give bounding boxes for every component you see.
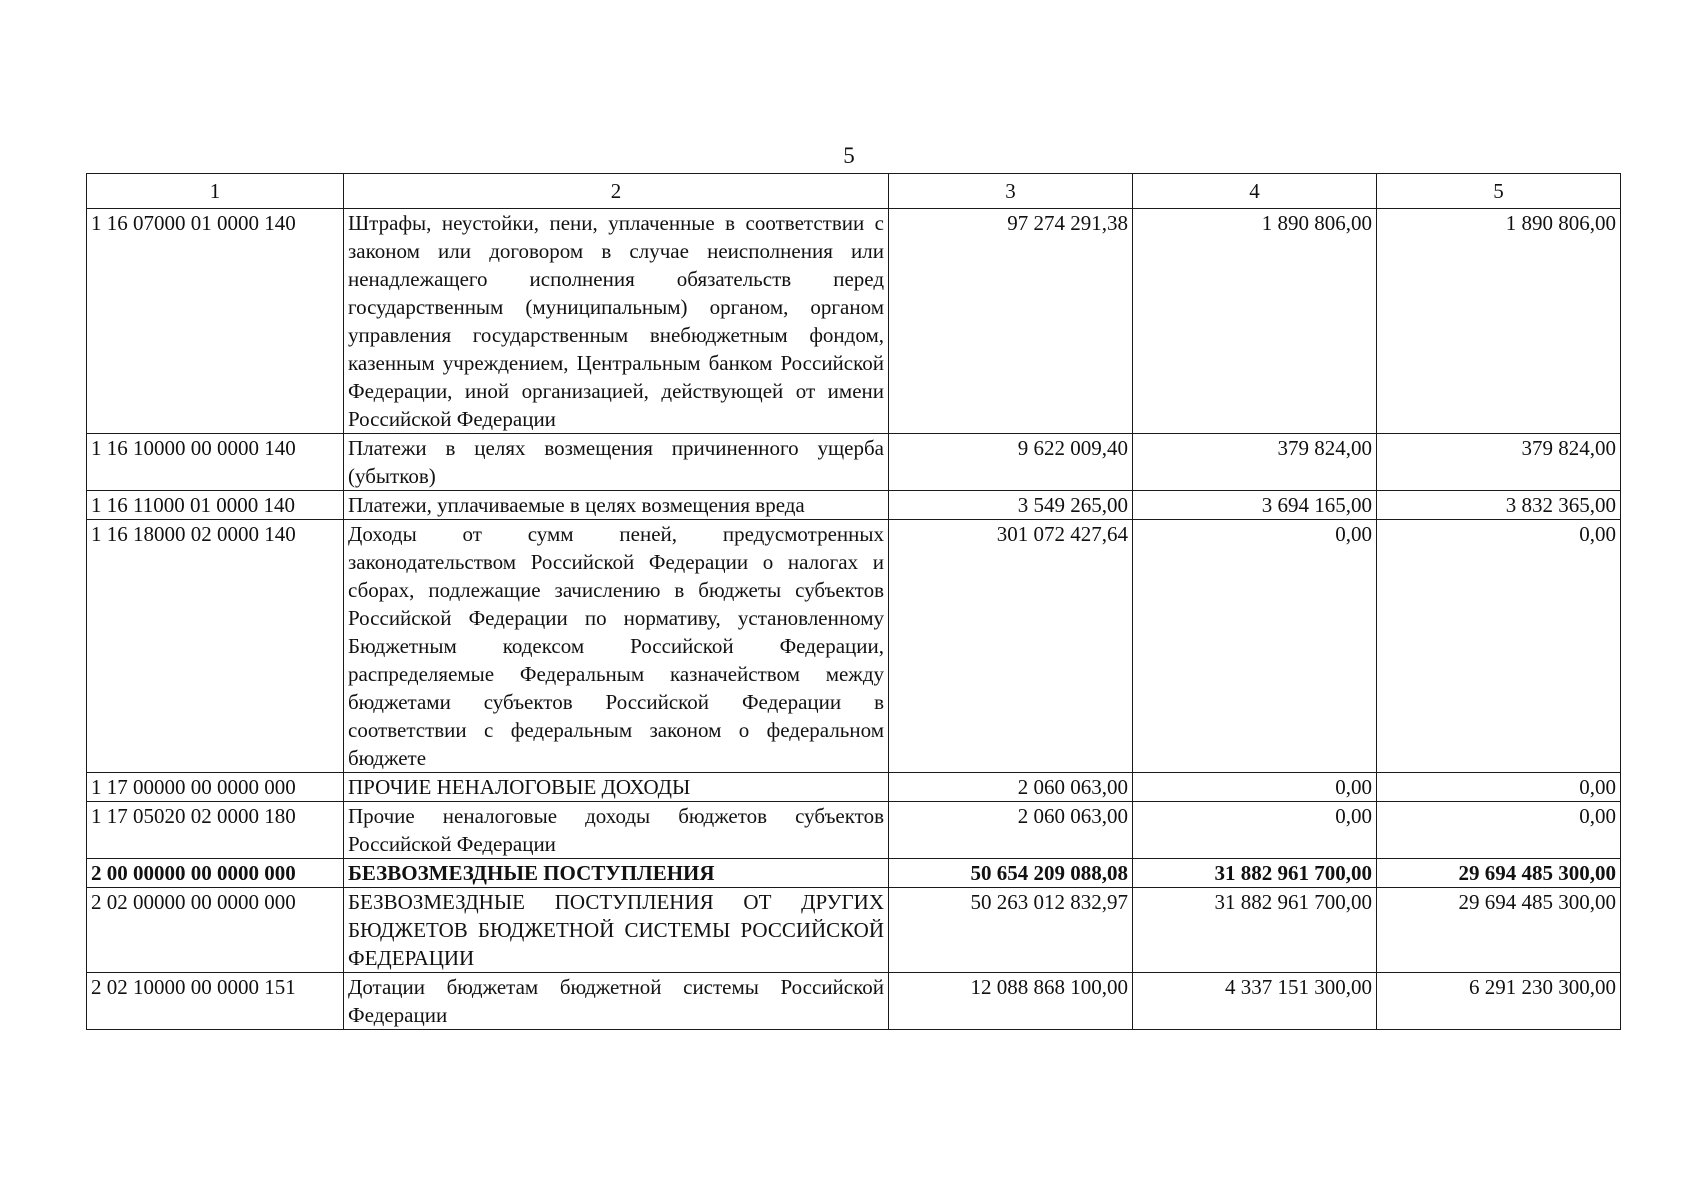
revenue-name: Платежи в целях возмещения причиненного ущерба (убытков) <box>344 434 889 491</box>
budget-code: 1 17 05020 02 0000 180 <box>87 802 344 859</box>
budget-code: 1 16 10000 00 0000 140 <box>87 434 344 491</box>
column-header-3: 3 <box>889 174 1133 209</box>
amount-col-3: 12 088 868 100,00 <box>889 973 1133 1030</box>
budget-code: 1 17 00000 00 0000 000 <box>87 773 344 802</box>
column-header-1: 1 <box>87 174 344 209</box>
amount-col-3: 9 622 009,40 <box>889 434 1133 491</box>
table-row <box>87 209 1621 434</box>
amount-col-5: 0,00 <box>1377 773 1621 802</box>
table-row-total <box>87 859 1621 888</box>
amount-col-4: 4 337 151 300,00 <box>1133 973 1377 1030</box>
revenue-name: БЕЗВОЗМЕЗДНЫЕ ПОСТУПЛЕНИЯ <box>344 859 889 888</box>
amount-col-3: 2 060 063,00 <box>889 773 1133 802</box>
table-header-row <box>87 174 1621 209</box>
amount-col-3: 50 654 209 088,08 <box>889 859 1133 888</box>
amount-col-4: 0,00 <box>1133 802 1377 859</box>
amount-col-5: 379 824,00 <box>1377 434 1621 491</box>
budget-revenue-table <box>86 173 1621 1030</box>
amount-col-3: 2 060 063,00 <box>889 802 1133 859</box>
amount-col-5: 0,00 <box>1377 802 1621 859</box>
budget-code: 1 16 11000 01 0000 140 <box>87 491 344 520</box>
amount-col-4: 0,00 <box>1133 773 1377 802</box>
table-row <box>87 888 1621 973</box>
revenue-name: БЕЗВОЗМЕЗДНЫЕ ПОСТУПЛЕНИЯ ОТ ДРУГИХ БЮДЖЕТОВ БЮДЖЕТНОЙ СИСТЕМЫ РОССИЙСКОЙ ФЕДЕРАЦИИ <box>344 888 889 973</box>
revenue-name: Прочие неналоговые доходы бюджетов субъектов Российской Федерации <box>344 802 889 859</box>
budget-code: 1 16 07000 01 0000 140 <box>87 209 344 434</box>
amount-col-4: 3 694 165,00 <box>1133 491 1377 520</box>
table-row <box>87 434 1621 491</box>
table-row <box>87 802 1621 859</box>
page-number: 5 <box>843 143 855 168</box>
table-row <box>87 520 1621 773</box>
table-row <box>87 973 1621 1030</box>
revenue-name: Дотации бюджетам бюджетной системы Российской Федерации <box>344 973 889 1030</box>
amount-col-3: 97 274 291,38 <box>889 209 1133 434</box>
column-header-2: 2 <box>344 174 889 209</box>
amount-col-5: 1 890 806,00 <box>1377 209 1621 434</box>
budget-code: 2 00 00000 00 0000 000 <box>87 859 344 888</box>
column-header-5: 5 <box>1377 174 1621 209</box>
table-row <box>87 773 1621 802</box>
amount-col-3: 3 549 265,00 <box>889 491 1133 520</box>
amount-col-4: 0,00 <box>1133 520 1377 773</box>
amount-col-5: 29 694 485 300,00 <box>1377 888 1621 973</box>
amount-col-4: 379 824,00 <box>1133 434 1377 491</box>
revenue-name: Доходы от сумм пеней, предусмотренных законодательством Российской Федерации о налогах и сборах, подлежащие зачислению в бюджеты субъектов Российской Федерации по нормативу, установленному Бюджетным кодексом Российской Федерации, распределяемые Федеральным казначейством между бюджетами субъектов Российской Федерации в соответствии с федеральным законом о федеральном бюджете <box>344 520 889 773</box>
column-header-4: 4 <box>1133 174 1377 209</box>
amount-col-4: 31 882 961 700,00 <box>1133 859 1377 888</box>
budget-code: 1 16 18000 02 0000 140 <box>87 520 344 773</box>
amount-col-5: 3 832 365,00 <box>1377 491 1621 520</box>
amount-col-3: 50 263 012 832,97 <box>889 888 1133 973</box>
budget-code: 2 02 10000 00 0000 151 <box>87 973 344 1030</box>
amount-col-5: 0,00 <box>1377 520 1621 773</box>
revenue-name: Штрафы, неустойки, пени, уплаченные в соответствии с законом или договором в случае неисполнения или ненадлежащего исполнения обязательств перед государственным (муниципальным) органом, органом управления государственным внебюджетным фондом, казенным учреждением, Центральным банком Российской Федерации, иной организацией, действующей от имени Российской Федерации <box>344 209 889 434</box>
amount-col-4: 31 882 961 700,00 <box>1133 888 1377 973</box>
amount-col-5: 29 694 485 300,00 <box>1377 859 1621 888</box>
revenue-name: ПРОЧИЕ НЕНАЛОГОВЫЕ ДОХОДЫ <box>344 773 889 802</box>
amount-col-3: 301 072 427,64 <box>889 520 1133 773</box>
amount-col-5: 6 291 230 300,00 <box>1377 973 1621 1030</box>
budget-code: 2 02 00000 00 0000 000 <box>87 888 344 973</box>
amount-col-4: 1 890 806,00 <box>1133 209 1377 434</box>
table-row <box>87 491 1621 520</box>
revenue-name: Платежи, уплачиваемые в целях возмещения вреда <box>344 491 889 520</box>
